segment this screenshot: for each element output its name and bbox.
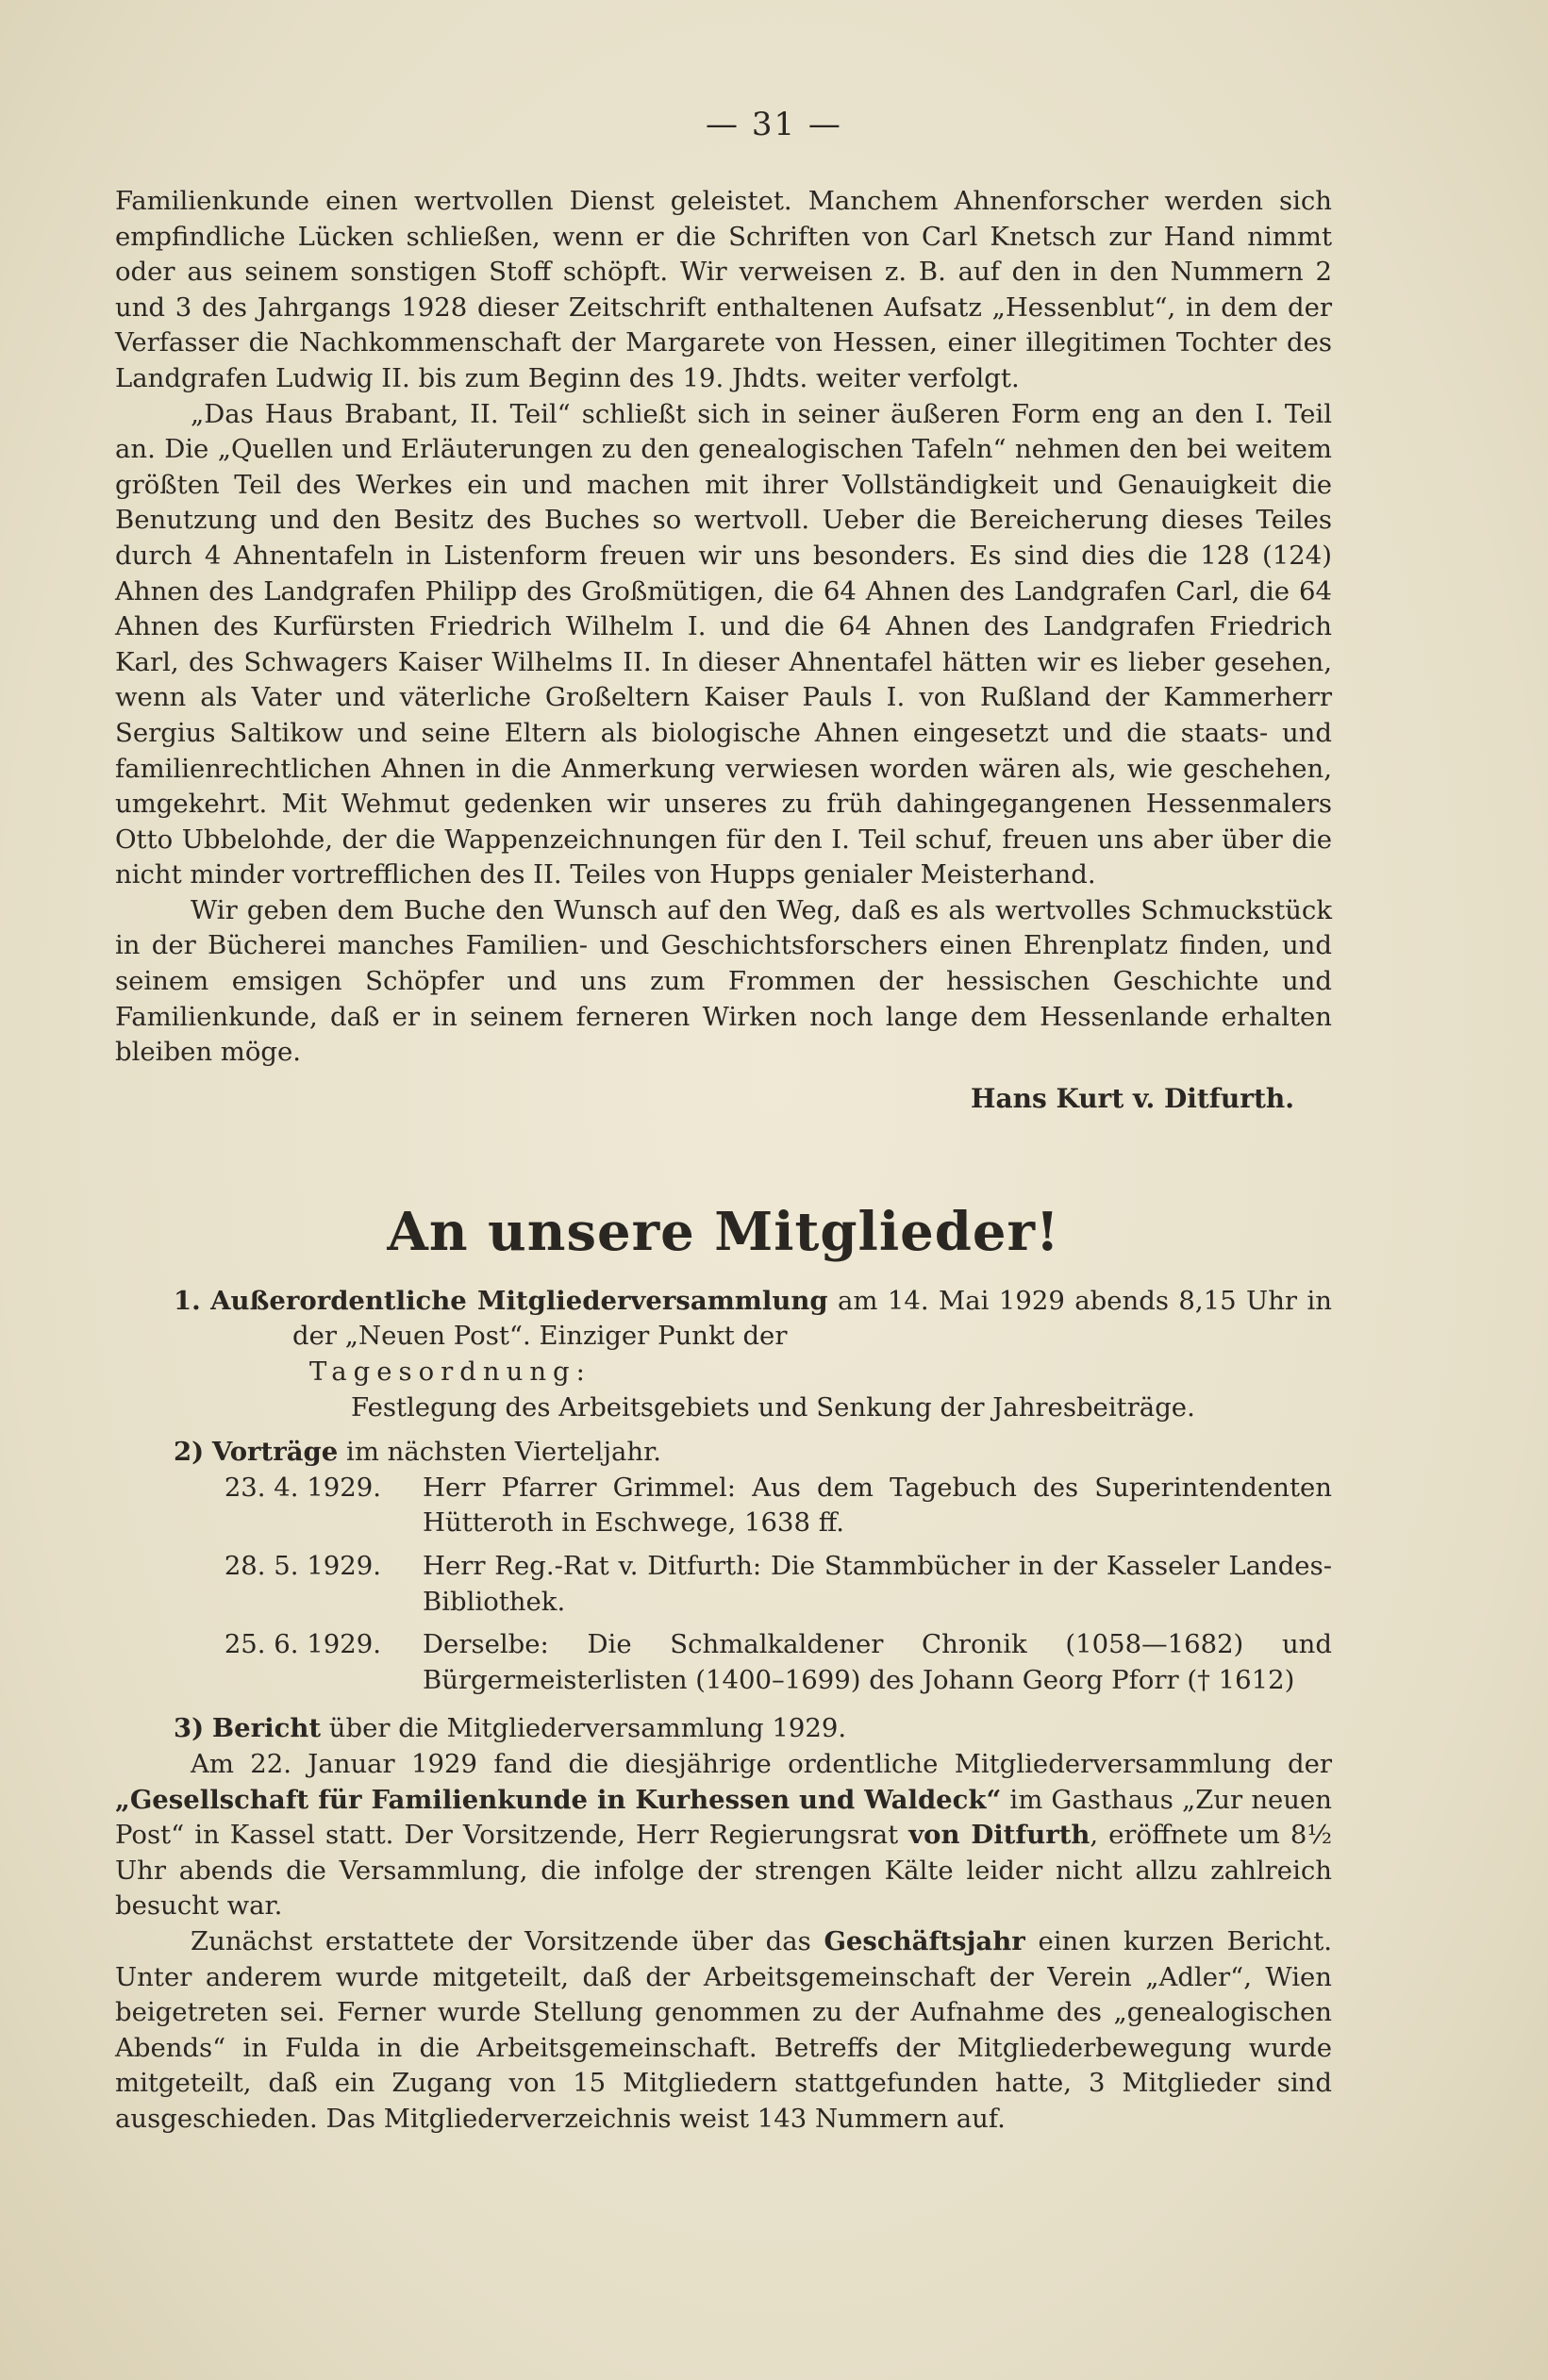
item-number: 3) bbox=[174, 1713, 205, 1744]
item-report bbox=[174, 1711, 1332, 1747]
item-title: Bericht bbox=[211, 1713, 322, 1744]
lectures-table bbox=[115, 1471, 1332, 1706]
review-paragraph-1: Familienkunde einen wertvollen Dienst geleistet. Manchem Ahnenforscher werden sich empfindliche Lücken schließen, wenn er die Schriften von Carl Knetsch zur Hand nimmt oder aus seinem sonstigen Stoff schöpft. Wir verweisen z. B. auf den in den Nummern 2 und 3 des Jahrgangs 1928 dieser Zeitschrift enthaltenen Aufsatz „Hessenblut“, in dem der Verfasser die Nachkommenschaft der Margarete von Hessen, einer illegitimen Tochter des Landgrafen Ludwig II. bis zum Beginn des 19. Jhdts. weiter verfolgt. bbox=[115, 186, 1332, 393]
item-extraordinary-meeting bbox=[174, 1284, 1332, 1355]
report-text: , eröffnete um 8½ Uhr abends die Versammlung, die infolge der strengen Kälte leider nicht allzu zahlreich besucht war. bbox=[115, 1820, 1332, 1922]
report-text: Zunächst erstattete der Vorsitzende über das bbox=[191, 1925, 824, 1956]
chairman-name: von Ditfurth bbox=[908, 1820, 1090, 1851]
agenda-label-line bbox=[115, 1355, 1332, 1390]
text-column bbox=[115, 184, 1332, 2138]
lecture-text: Herr Reg.-Rat v. Ditfurth: Die Stammbücher in der Kasseler Landes-Bibliothek. bbox=[423, 1551, 1332, 1617]
page-number: — 31 — bbox=[706, 106, 842, 143]
report-text: Am 22. Januar 1929 fand die diesjährige ordentliche Mitgliederversammlung der bbox=[191, 1748, 1332, 1779]
review-paragraph-3: Wir geben dem Buche den Wunsch auf den Weg, daß es als wertvolles Schmuckstück in der Bücherei manches Familien- und Geschichtsforschers einen Ehrenplatz finden, und seinem emsigen Schöpfer und uns zum Frommen der hessischen Geschichte und Familienkunde, daß er in seinem ferneren Wirken noch lange dem Hessenlande erhalten bleiben möge. bbox=[115, 894, 1332, 1068]
lecture-text: Herr Pfarrer Grimmel: Aus dem Tagebuch des Superintendenten Hütteroth in Eschwege, 1638 ff. bbox=[423, 1472, 1332, 1539]
agenda-text: Festlegung des Arbeitsgebiets und Senkung der Jahresbeiträge. bbox=[351, 1391, 1195, 1423]
lecture-row bbox=[115, 1549, 1332, 1627]
item-text: im nächsten Vierteljahr. bbox=[338, 1437, 661, 1468]
agenda-label: Tagesordnung: bbox=[309, 1356, 591, 1388]
item-title: Vorträge bbox=[211, 1437, 339, 1468]
fiscal-year-term: Geschäftsjahr bbox=[824, 1925, 1025, 1956]
lecture-row bbox=[115, 1471, 1332, 1549]
lecture-date: 25. 6. 1929. bbox=[224, 1629, 381, 1660]
section-heading: An unsere Mitglieder! bbox=[387, 1200, 1060, 1263]
item-text: am 14. Mai 1929 abends 8,15 Uhr in der „Neuen Post“. Einziger Punkt der bbox=[292, 1285, 1332, 1352]
item-text: über die Mitgliederversammlung 1929. bbox=[321, 1713, 847, 1744]
lecture-date: 23. 4. 1929. bbox=[224, 1472, 381, 1503]
review-paragraph-2: „Das Haus Brabant, II. Teil“ schließt sich in seiner äußeren Form eng an den I. Teil an. Die „Quellen und Erläuterungen zu den genealogischen Tafeln“ nehmen den bei weitem größten Teil des Werkes ein und machen mit ihrer Vollständigkeit und Genauigkeit die Benutzung und den Besitz des Buches so wertvoll. Ueber die Bereicherung dieses Teiles durch 4 Ahnentafeln in Listenform freuen wir uns besonders. Es sind dies die 128 (124) Ahnen des Landgrafen Philipp des Großmütigen, die 64 Ahnen des Landgrafen Carl, die 64 Ahnen des Kurfürsten Friedrich Wilhelm I. und die 64 Ahnen des Landgrafen Friedrich Karl, des Schwagers Kaiser Wilhelms II. In dieser Ahnentafel hätten wir es lieber gesehen, wenn als Vater und väterliche Großeltern Kaiser Pauls I. von Rußland der Kammerherr Sergius Saltikow und seine Eltern als biologische Ahnen eingesetzt und die staats- und familienrechtlichen Ahnen in die Anmerkung verwiesen worden wären als, wie geschehen, umgekehrt. Mit Wehmut gedenken wir unseres zu früh dahingegangenen Hessenmalers Otto Ubbelohde, der die Wappenzeichnungen für den I. Teil schuf, freuen uns aber über die nicht minder vortrefflichen des II. Teiles von Hupps genialer Meisterhand. bbox=[115, 398, 1332, 890]
item-number: 1. bbox=[174, 1285, 201, 1316]
report-paragraph-2 bbox=[115, 1924, 1332, 2138]
review-signature: Hans Kurt v. Ditfurth. bbox=[971, 1082, 1294, 1114]
lecture-row bbox=[115, 1627, 1332, 1706]
item-lectures bbox=[174, 1435, 1332, 1471]
society-name: „Gesellschaft für Familienkunde in Kurhessen und Waldeck“ bbox=[115, 1784, 1002, 1815]
report-text: einen kurzen Bericht. Unter anderem wurde mitgeteilt, daß der Arbeitsgemeinschaft der Verein „Adler“, Wien beigetreten sei. Ferner wurde Stellung genommen zu der Aufnahme des „genealogischen Abends“ in Fulda in die Arbeitsgemeinschaft. Betreffs der Mitgliederbewegung wurde mitgeteilt, daß ein Zugang von 15 Mitgliedern stattgefunden hatte, 3 Mitglieder sind ausgeschieden. Das Mitgliederverzeichnis weist 143 Nummern auf. bbox=[115, 1925, 1332, 2134]
lecture-text: Derselbe: Die Schmalkaldener Chronik (1058—1682) und Bürgermeisterlisten (1400–1699) des Johann Georg Pforr († 1612) bbox=[423, 1629, 1332, 1695]
item-title: Außerordentliche Mitgliederversammlung bbox=[210, 1285, 828, 1316]
report-text: im Gasthaus „Zur neuen Post“ in Kassel statt. Der Vorsitzende, Herr Regierungsrat bbox=[115, 1784, 1332, 1851]
lecture-date: 28. 5. 1929. bbox=[224, 1551, 381, 1581]
item-number: 2) bbox=[174, 1437, 205, 1468]
report-paragraph-1 bbox=[115, 1747, 1332, 1924]
